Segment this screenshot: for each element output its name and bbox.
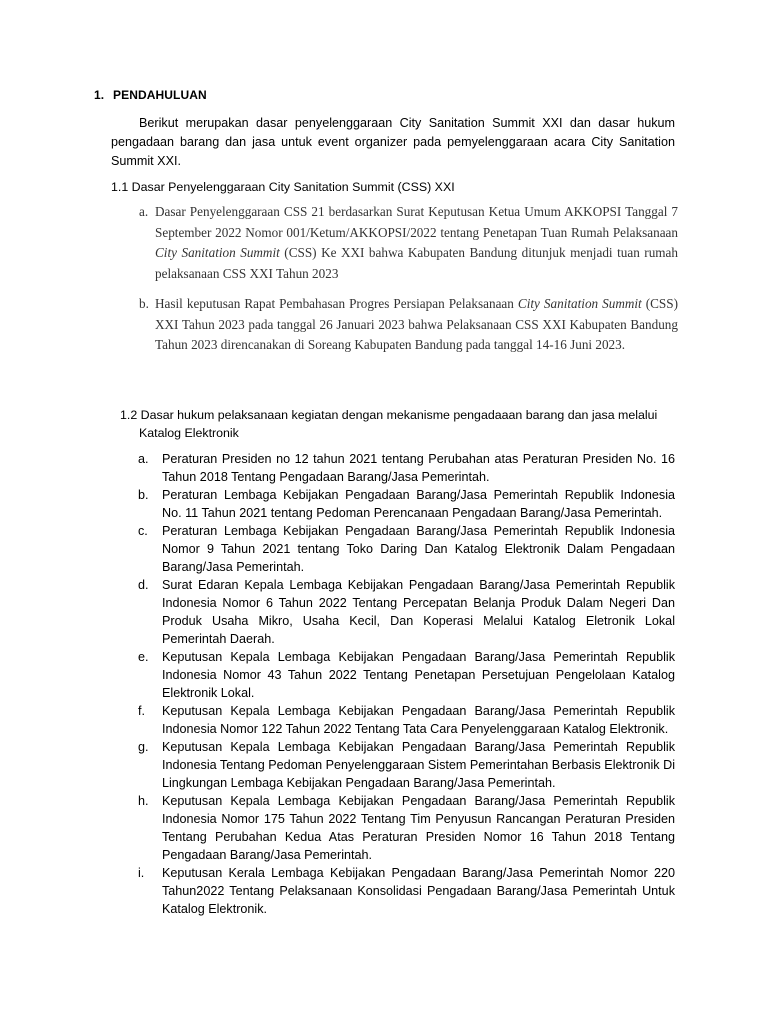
section-number: 1. xyxy=(94,88,105,102)
list-item xyxy=(138,648,675,702)
list-item xyxy=(139,294,678,356)
list-item-text: Peraturan Lembaga Kebijakan Pengadaan Barang/Jasa Pemerintah Republik Indonesia No. 11 Tahun 2021 tentang Pedoman Perencanaan Pengadaan Barang/Jasa Pemerintah. xyxy=(162,488,675,520)
list-marker: b. xyxy=(139,296,149,311)
list-item xyxy=(138,576,675,648)
list-item xyxy=(138,450,675,486)
list-item xyxy=(138,738,675,792)
subsection-1-list xyxy=(139,202,678,366)
text-run: (CSS) XXI Tahun 2023 pada tanggal 26 Januari 2023 bahwa Pelaksanaan CSS XXI Kabupaten Bandung Tahun 2023 direncanakan di Soreang Kabupaten Bandung pada tanggal 14-16 Juni 2023. xyxy=(155,296,678,352)
list-item-text: Keputusan Kerala Lembaga Kebijakan Pengadaan Barang/Jasa Pemerintah Nomor 220 Tahun2022 Tentang Pelaksanaan Konsolidasi Pengadaan Barang/Jasa Pemerintah Untuk Katalog Elektronik. xyxy=(162,866,675,916)
text-run: Hasil keputusan Rapat Pembahasan Progres Persiapan Pelaksanaan xyxy=(155,296,518,311)
section-heading xyxy=(94,88,207,102)
subsection-2-title xyxy=(120,406,680,442)
italic-text-run: City Sanitation Summit xyxy=(517,296,642,311)
list-marker: e. xyxy=(138,650,149,664)
subsection-2-title-line: Katalog Elektronik xyxy=(139,426,239,440)
list-item-text xyxy=(155,202,678,284)
list-item-text: Keputusan Kepala Lembaga Kebijakan Pengadaan Barang/Jasa Pemerintah Republik Indonesia Tentang Pedoman Penyelenggaraan Sistem Pemerintahan Berbasis Elektronik Di Lingkungan Lembaga Kebijakan Pengadaan Barang/Jasa Pemerintah. xyxy=(162,740,675,790)
list-item-text: Peraturan Presiden no 12 tahun 2021 tentang Perubahan atas Peraturan Presiden No. 16 Tahun 2018 Tentang Pengadaan Barang/Jasa Pemerintah. xyxy=(162,452,675,484)
list-item-text xyxy=(155,294,678,356)
section-title: PENDAHULUAN xyxy=(113,88,207,102)
list-item xyxy=(138,486,675,522)
list-item-text: Keputusan Kepala Lembaga Kebijakan Pengadaan Barang/Jasa Pemerintah Republik Indonesia Nomor 43 Tahun 2022 Tentang Penetapan Persetujuan Pengelolaan Katalog Elektronik Lokal. xyxy=(162,650,675,700)
list-marker: f. xyxy=(138,704,145,718)
list-item-text: Peraturan Lembaga Kebijakan Pengadaan Barang/Jasa Pemerintah Republik Indonesia Nomor 9 Tahun 2021 tentang Toko Daring Dan Katalog Elektronik Dalam Pengadaan Barang/Jasa Pemerintah. xyxy=(162,524,675,574)
list-item xyxy=(138,702,675,738)
list-marker: a. xyxy=(138,452,149,466)
intro-paragraph: Berikut merupakan dasar penyelenggaraan City Sanitation Summit XXI dan dasar hukum pengadaan barang dan jasa untuk event organizer pada pemyelenggaraan acara City Sanitation Summit XXI. xyxy=(111,116,675,168)
list-marker: c. xyxy=(138,524,148,538)
list-item-text: Keputusan Kepala Lembaga Kebijakan Pengadaan Barang/Jasa Pemerintah Republik Indonesia Nomor 175 Tahun 2022 Tentang Tim Penyusun Rancangan Peraturan Presiden Tentang Perubahan Kedua Atas Peraturan Presiden Nomor 16 Tahun 2018 Tentang Pengadaan Barang/Jasa Pemerintah. xyxy=(162,794,675,862)
list-item-text: Surat Edaran Kepala Lembaga Kebijakan Pengadaan Barang/Jasa Pemerintah Republik Indonesia Nomor 6 Tahun 2022 Tentang Percepatan Belanja Produk Dalam Negeri Dan Produk Usaha Mikro, Usaha Kecil, Dan Koperasi Melalui Katalog Eletronik Lokal Pemerintah Daerah. xyxy=(162,578,675,646)
list-item xyxy=(138,864,675,918)
subsection-1-title: 1.1 Dasar Penyelenggaraan City Sanitation Summit (CSS) XXI xyxy=(111,180,455,194)
subsection-2-title-line: 1.2 Dasar hukum pelaksanaan kegiatan dengan mekanisme pengadaaan barang dan jasa melalui xyxy=(120,408,658,422)
list-marker: d. xyxy=(138,578,149,592)
list-marker: g. xyxy=(138,740,149,754)
list-marker: b. xyxy=(138,488,149,502)
list-marker: i. xyxy=(138,866,145,880)
text-run: (CSS) Ke XXI bahwa Kabupaten Bandung ditunjuk menjadi tuan rumah pelaksanaan CSS XXI Tahun 2023 xyxy=(155,245,678,281)
subsection-2-list xyxy=(138,450,675,918)
list-marker: a. xyxy=(139,204,149,219)
list-marker: h. xyxy=(138,794,149,808)
list-item xyxy=(138,792,675,864)
text-run: Dasar Penyelenggaraan CSS 21 berdasarkan Surat Keputusan Ketua Umum AKKOPSI Tanggal 7 September 2022 Nomor 001/Ketum/AKKOPSI/2022 tentang Penetapan Tuan Rumah Pelaksanaan xyxy=(155,204,678,240)
list-item xyxy=(139,202,678,284)
italic-text-run: City Sanitation Summit xyxy=(155,245,280,260)
list-item xyxy=(138,522,675,576)
list-item-text: Keputusan Kepala Lembaga Kebijakan Pengadaan Barang/Jasa Pemerintah Republik Indonesia Nomor 122 Tahun 2022 Tentang Tata Cara Penyelenggaraan Katalog Elektronik. xyxy=(162,704,675,736)
